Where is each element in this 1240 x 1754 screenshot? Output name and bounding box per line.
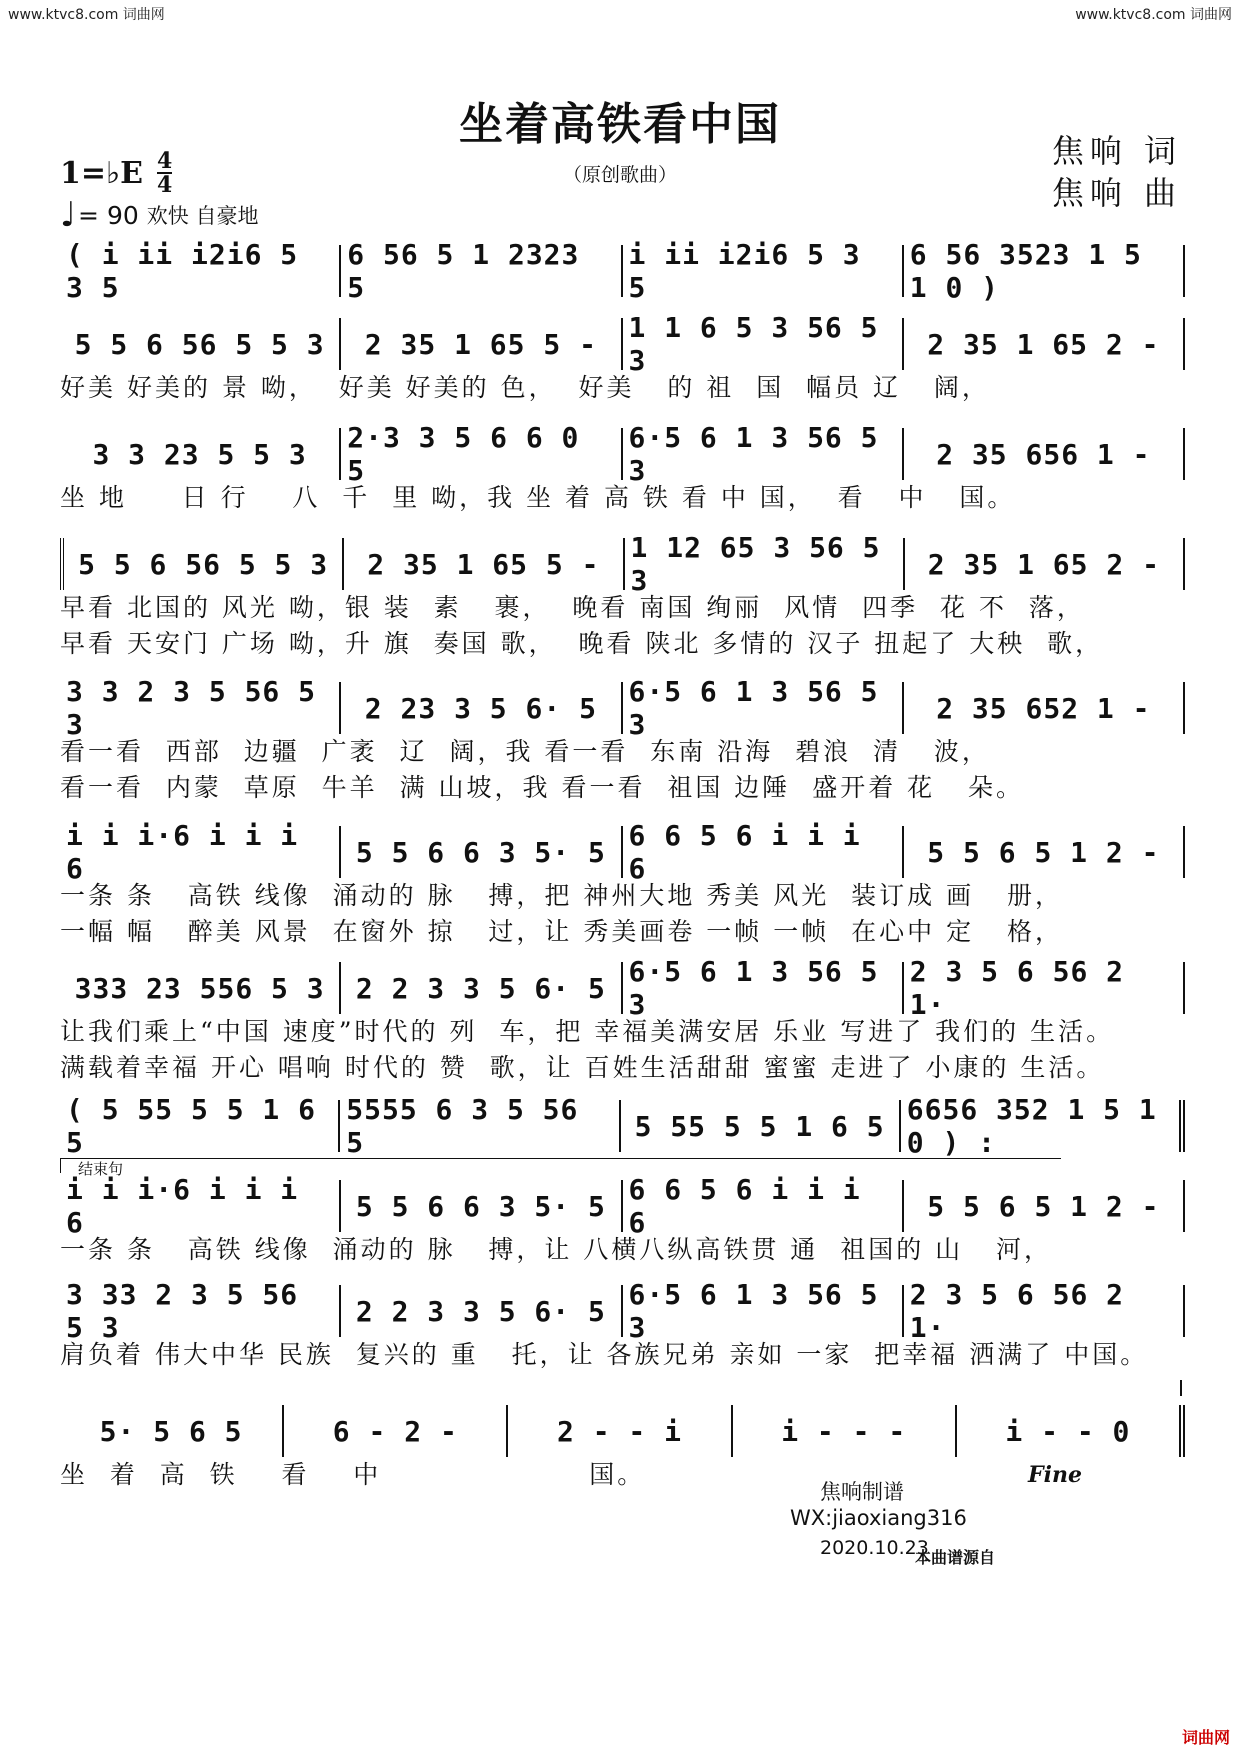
score-row — [60, 1278, 1185, 1373]
measure: i - - - — [733, 1405, 957, 1457]
measure: ( 5 55 5 5 1 6 5 — [60, 1100, 340, 1152]
lyric-line: 肩负着 伟大中华 民族 复兴的 重 托，让 各族兄弟 亲如 一家 把幸福 洒满了 中国。 — [60, 1340, 1149, 1369]
measure: 6 56 3523 1 5 1 0 ) — [904, 245, 1185, 297]
lyric-line: 看一看 西部 边疆 广袤 辽 阔，我 看一看 东南 沿海 碧浪 清 波， — [60, 737, 990, 766]
tempo-marking — [60, 195, 258, 235]
tempo-value: = 90 — [78, 200, 139, 230]
measure: 2 35 1 65 5 - — [341, 318, 622, 370]
lyric-line: 坐 着 高 铁 看 中 国。 — [60, 1460, 646, 1489]
lyric-line: 好美 好美的 景 呦， 好美 好美的 色， 好美 的 祖 国 幅员 辽 阔， — [60, 373, 990, 402]
measure: 333 23 556 5 3 — [60, 962, 341, 1014]
lyric-line: 一条 条 高铁 线像 涌动的 脉 搏，把 神州大地 秀美 风光 装订成 画 册， — [60, 881, 1063, 910]
lyric-line: 满载着幸福 开心 唱响 时代的 赞 歌，让 百姓生活甜甜 蜜蜜 走进了 小康的 生活。 — [60, 1053, 1105, 1082]
site-logo: 词曲网 — [1181, 1728, 1230, 1747]
note-line — [60, 819, 1185, 885]
note-line — [60, 531, 1185, 597]
score-row — [60, 955, 1185, 1086]
measure: 5 5 6 56 5 5 3 — [60, 318, 341, 370]
note-line — [60, 675, 1185, 741]
measure: i - - 0 — [957, 1405, 1185, 1457]
lyricist: 焦响 词 — [1051, 132, 1182, 170]
score-row — [60, 238, 1185, 304]
note-line — [60, 1278, 1185, 1344]
wechat-id: WX:jiaoxiang316 — [790, 1506, 967, 1530]
measure: 2 35 1 65 5 - — [344, 538, 624, 590]
measure: 5 55 5 5 1 6 5 — [621, 1100, 901, 1152]
fine-mark: Fine — [1028, 1462, 1082, 1488]
measure: 2 23 3 5 6· 5 — [341, 682, 622, 734]
measure: 2 - - i — [508, 1405, 732, 1457]
measure: 2 2 3 3 5 6· 5 — [341, 962, 622, 1014]
measure: 5 5 6 6 3 5· 5 — [341, 1180, 622, 1232]
lyric-line: 一条 条 高铁 线像 涌动的 脉 搏，让 八横八纵高铁贯 通 祖国的 山 河， — [60, 1235, 1052, 1264]
note-line — [60, 1093, 1185, 1159]
measure: 6 6 5 6 i i i 6 — [623, 1180, 904, 1232]
score-row — [60, 311, 1185, 406]
site-watermark-right: www.ktvc8.com 词曲网 — [1075, 7, 1232, 23]
measure: 5 5 6 5 1 2 - — [904, 1180, 1185, 1232]
measure: 2·3 3 5 6 6 0 5 — [341, 428, 622, 480]
lyric-line: 坐 地 日 行 八 千 里 呦，我 坐 着 高 铁 看 中 国， 看 中 国。 — [60, 483, 1016, 512]
quarter-note-icon: ♩ — [60, 195, 77, 235]
measure: 2 3 5 6 56 2 1· — [904, 1285, 1185, 1337]
note-line — [60, 1173, 1185, 1239]
score-row — [60, 531, 1185, 662]
lyric-line: 早看 北国的 风光 呦，银 装 素 裹， 晚看 南国 绚丽 风情 四季 花 不 落， — [60, 593, 1085, 622]
score-row — [60, 421, 1185, 516]
song-subtitle: （原创歌曲） — [562, 164, 677, 186]
measure: 6·5 6 1 3 56 5 3 — [623, 682, 904, 734]
score-row — [60, 1093, 1185, 1159]
measure: 6656 352 1 5 1 0 ) : — [901, 1100, 1185, 1152]
measure: 6·5 6 1 3 56 5 3 — [623, 962, 904, 1014]
note-line — [60, 311, 1185, 377]
time-bottom: 4 — [157, 172, 173, 198]
source-note: 本曲谱源自 — [915, 1548, 996, 1567]
measure: 6·5 6 1 3 56 5 3 — [623, 1285, 904, 1337]
note-line — [60, 1405, 1185, 1457]
measure: 2 35 1 65 2 - — [905, 538, 1185, 590]
score-row — [60, 675, 1185, 806]
measure: 2 35 1 65 2 - — [904, 318, 1185, 370]
measure: 5 5 6 56 5 5 3 — [60, 538, 344, 590]
measure: i i i·6 i i i 6 — [60, 826, 341, 878]
time-top: 4 — [157, 148, 173, 174]
measure: 2 35 652 1 - — [904, 682, 1185, 734]
measure: 1 12 65 3 56 5 3 — [625, 538, 905, 590]
score-maker: 焦响制谱 — [820, 1480, 904, 1504]
measure: 2 35 656 1 - — [904, 428, 1185, 480]
end-section-bracket — [60, 1158, 1061, 1173]
measure: 5 5 6 5 1 2 - — [904, 826, 1185, 878]
measure: 5· 5 6 5 — [60, 1405, 284, 1457]
score-date: 2020.10.23 — [820, 1537, 929, 1559]
score-row — [60, 1173, 1185, 1268]
lyric-line: 让我们乘上“中国 速度”时代的 列 车，把 幸福美满安居 乐业 写进了 我们的 生活。 — [60, 1017, 1115, 1046]
note-line — [60, 238, 1185, 304]
measure: 5555 6 3 5 56 5 — [340, 1100, 620, 1152]
measure: 6 6 5 6 i i i 6 — [623, 826, 904, 878]
measure: 6·5 6 1 3 56 5 3 — [623, 428, 904, 480]
measure: 6 - 2 - — [284, 1405, 508, 1457]
measure: 3 33 2 3 5 56 5 3 — [60, 1285, 341, 1337]
note-line — [60, 421, 1185, 487]
volta-corner — [1180, 1380, 1182, 1396]
credits — [1052, 130, 1182, 214]
measure: ( i ii i2i6 5 3 5 — [60, 245, 341, 297]
measure: 6 56 5 1 2323 5 — [341, 245, 622, 297]
lyric-line: 早看 天安门 广场 呦，升 旗 奏国 歌， 晚看 陕北 多情的 汉子 扭起了 大秧 歌， — [60, 629, 1104, 658]
measure: i ii i2i6 5 3 5 — [623, 245, 904, 297]
tempo-text: 欢快 自豪地 — [146, 204, 259, 228]
site-watermark-left: www.ktvc8.com 词曲网 — [8, 7, 165, 23]
key-signature — [60, 150, 172, 196]
song-title: 坐着高铁看中国 — [459, 99, 781, 150]
measure: 2 3 5 6 56 2 1· — [904, 962, 1185, 1014]
score-row — [60, 1405, 1185, 1493]
measure: 3 3 2 3 5 56 5 3 — [60, 682, 341, 734]
time-signature — [157, 150, 172, 196]
composer: 焦响 曲 — [1051, 174, 1182, 212]
measure: i i i·6 i i i 6 — [60, 1180, 341, 1232]
measure: 3 3 23 5 5 3 — [60, 428, 341, 480]
lyric-line: 一幅 幅 醉美 风景 在窗外 掠 过，让 秀美画卷 一帧 一帧 在心中 定 格， — [60, 917, 1063, 946]
note-line — [60, 955, 1185, 1021]
measure: 2 2 3 3 5 6· 5 — [341, 1285, 622, 1337]
measure: 1 1 6 5 3 56 5 3 — [623, 318, 904, 370]
end-section-label: 结束句 — [78, 1160, 124, 1178]
score-row — [60, 819, 1185, 950]
measure: 5 5 6 6 3 5· 5 — [341, 826, 622, 878]
key-label: 1=♭E — [60, 155, 144, 191]
lyric-line: 看一看 内蒙 草原 牛羊 满 山坡，我 看一看 祖国 边陲 盛开着 花 朵。 — [60, 773, 1024, 802]
